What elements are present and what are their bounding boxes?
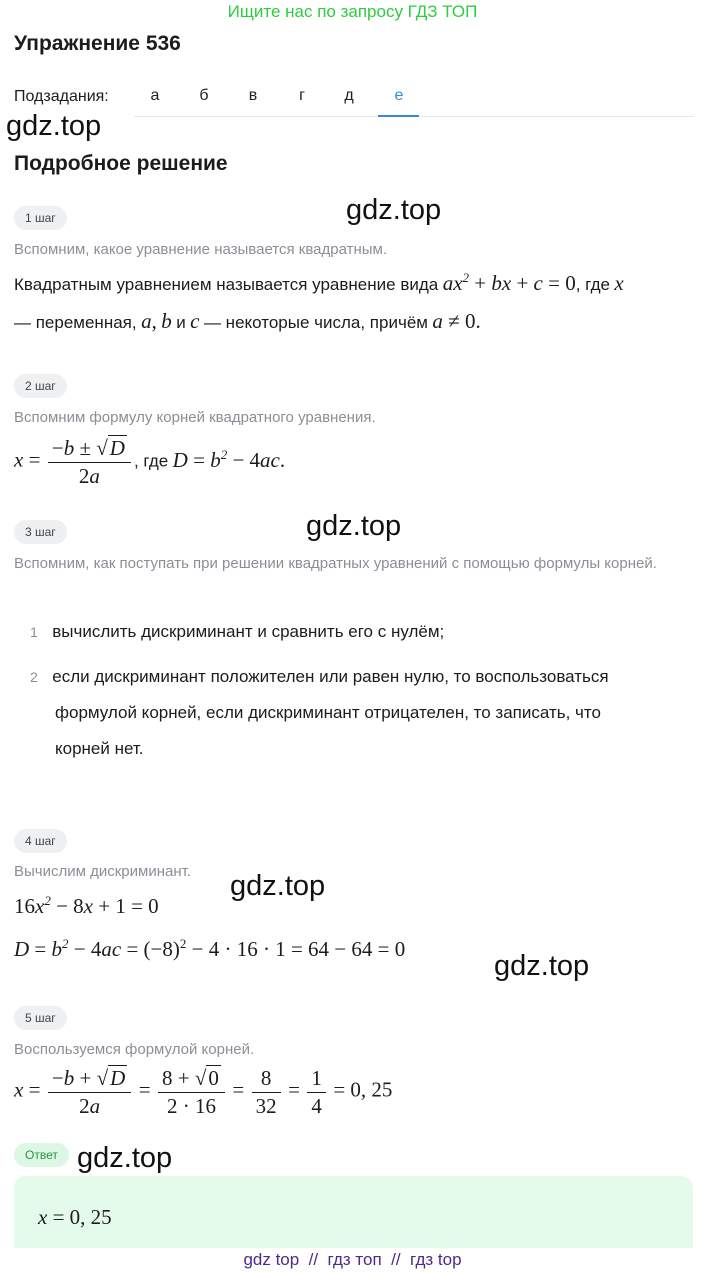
- step-2-pill: 2 шаг: [14, 374, 67, 398]
- step-4-equation: $16x^2 - 8x + 1 = 0$: [14, 893, 159, 918]
- promo-banner: Ищите нас по запросу ГДЗ ТОП: [227, 2, 478, 21]
- step-1-hint: Вспомним, какое уравнение называется квадратным.: [14, 241, 388, 258]
- subtask-tab-e[interactable]: е: [394, 87, 404, 104]
- step-1-definition-line2: — переменная, a, b и c — некоторые числа, причём a ≠ 0.: [14, 309, 481, 333]
- subtask-tab-d[interactable]: д: [344, 87, 354, 104]
- step-3-list-item-1: 1 вычислить дискриминант и сравнить его с нулём;: [30, 622, 445, 641]
- step-2-hint: Вспомним формулу корней квадратного уравнения.: [14, 409, 376, 426]
- subtask-tabs: [134, 76, 694, 117]
- step-4-discriminant: $D = b^2 - 4ac = (-8)^2 - 4 \cdot 16 \cdot 1 = 64 - 64 = 0$: [14, 936, 406, 961]
- step-5-pill: 5 шаг: [14, 1006, 67, 1030]
- answer-value: x = 0, 25: [38, 1205, 112, 1229]
- step-5-hint: Воспользуемся формулой корней.: [14, 1041, 255, 1058]
- subtask-tab-v[interactable]: в: [248, 87, 258, 104]
- watermark: gdz.top: [6, 110, 102, 142]
- step-3-list-item-2-line2: формулой корней, если дискриминант отрицателен, то записать, что: [55, 703, 601, 722]
- page-title: Упражнение 536: [14, 32, 181, 55]
- step-3-list-item-2: 2 если дискриминант положителен или равен нулю, то воспользоваться: [30, 667, 609, 686]
- subtask-tab-g[interactable]: г: [299, 87, 305, 104]
- step-1-pill: 1 шаг: [14, 206, 67, 230]
- step-2-formula: x = $\frac{-b \pm √D}{2a}$ , где $D = b^2 - 4ac$.: [14, 436, 286, 488]
- subtasks-label: Подзадания:: [14, 88, 109, 105]
- watermark: gdz.top: [230, 870, 326, 902]
- watermark: gdz.top: [306, 510, 402, 542]
- footer-links: gdz top // гдз топ // гдз top: [243, 1250, 462, 1269]
- active-tab-indicator: [378, 115, 419, 117]
- step-3-pill: 3 шаг: [14, 520, 67, 544]
- answer-pill: Ответ: [14, 1143, 69, 1167]
- step-3-list-item-2-line3: корней нет.: [55, 739, 144, 758]
- step-4-pill: 4 шаг: [14, 829, 67, 853]
- subtask-tab-b[interactable]: б: [199, 87, 209, 104]
- watermark: gdz.top: [346, 194, 442, 226]
- subtask-tab-a[interactable]: а: [150, 87, 160, 104]
- step-4-hint: Вычислим дискриминант.: [14, 863, 191, 880]
- step-1-definition-line1: Квадратным уравнением называется уравнение вида $ax^2$ + bx + c = 0, где x: [14, 270, 624, 295]
- section-title: Подробное решение: [14, 152, 228, 175]
- answer-box: [14, 1176, 693, 1248]
- watermark: gdz.top: [494, 950, 590, 982]
- watermark: gdz.top: [77, 1142, 173, 1174]
- step-3-hint: Вспомним, как поступать при решении квадратных уравнений с помощью формулы корней.: [14, 555, 657, 572]
- step-5-formula: x = $\frac{-b + √D}{2a}$ = $\frac{8 + √0}{2 \cdot 16}$ = $\frac{8}{32}$ = $\frac{1}{4}$ = 0, 25: [14, 1066, 393, 1118]
